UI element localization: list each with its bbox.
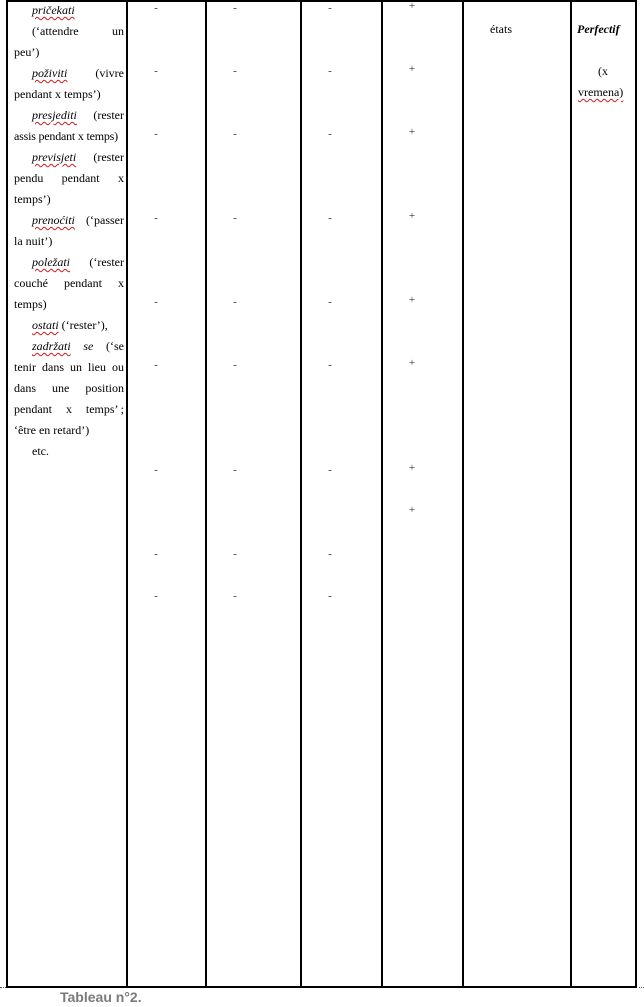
table-caption: Tableau n°2.	[60, 989, 142, 1005]
minus-mark: -	[233, 212, 237, 224]
gloss-line: dans une position	[14, 381, 124, 395]
minus-mark: -	[233, 359, 237, 371]
gloss-line: ‘être en retard’)	[14, 423, 90, 437]
plus-mark: +	[408, 0, 416, 12]
minus-mark: -	[233, 590, 237, 602]
verb-line: zadržati se (‘se	[32, 339, 124, 353]
minus-mark: -	[328, 590, 332, 602]
gloss-line: (‘attendre un	[32, 24, 124, 38]
gloss-line: temps)	[14, 297, 47, 311]
column-divider	[126, 0, 128, 988]
verb-line: poležati (‘rester	[32, 255, 124, 269]
minus-mark: -	[154, 212, 158, 224]
dotted-leader	[0, 986, 6, 988]
gloss-line: pendant x temps’ ;	[14, 402, 124, 416]
minus-mark: -	[328, 296, 332, 308]
minus-mark: -	[328, 359, 332, 371]
minus-mark: -	[328, 464, 332, 476]
plus-mark: +	[408, 357, 416, 369]
plus-mark: +	[408, 126, 416, 138]
plus-mark: +	[408, 504, 416, 516]
plus-mark: +	[408, 294, 416, 306]
minus-mark: -	[233, 65, 237, 77]
states-label: états	[490, 22, 512, 36]
verb-line: poživiti (vivre	[32, 66, 124, 80]
gloss-line: tenir dans un lieu ou	[14, 360, 124, 374]
verbs-column	[14, 0, 124, 462]
verb-line: pričekati	[32, 3, 75, 17]
gloss-line: peu’)	[14, 45, 40, 59]
minus-mark: -	[328, 548, 332, 560]
perfective-label: Perfectif	[577, 22, 620, 36]
minus-mark: -	[154, 2, 158, 14]
gloss-line: temps’)	[14, 192, 51, 206]
gloss-line: assis pendant x temps)	[14, 129, 118, 143]
verb-line: presjediti (rester	[32, 108, 124, 122]
minus-mark: -	[154, 464, 158, 476]
minus-mark: -	[233, 548, 237, 560]
minus-mark: -	[154, 548, 158, 560]
verb-line: prenoćiti (‘passer	[32, 213, 124, 227]
minus-mark: -	[154, 128, 158, 140]
column-divider	[300, 0, 302, 988]
gloss-line: pendant x temps’)	[14, 87, 101, 101]
minus-mark: -	[233, 128, 237, 140]
column-divider	[462, 0, 464, 988]
perfective-note-open: (x	[598, 64, 608, 78]
minus-mark: -	[233, 296, 237, 308]
verb-line: ostati (‘rester’),	[32, 318, 108, 332]
plus-mark: +	[408, 210, 416, 222]
column-divider	[381, 0, 383, 988]
column-divider	[205, 0, 207, 988]
minus-mark: -	[233, 2, 237, 14]
minus-mark: -	[328, 2, 332, 14]
minus-mark: -	[233, 464, 237, 476]
minus-mark: -	[328, 128, 332, 140]
plus-mark: +	[408, 462, 416, 474]
plus-mark: +	[408, 63, 416, 75]
minus-mark: -	[328, 212, 332, 224]
dotted-leader	[639, 986, 644, 988]
minus-mark: -	[154, 590, 158, 602]
minus-mark: -	[328, 65, 332, 77]
gloss-line: la nuit’)	[14, 234, 53, 248]
minus-mark: -	[154, 296, 158, 308]
perfective-note-word: vremena)	[578, 85, 624, 99]
minus-mark: -	[154, 359, 158, 371]
verb-line: previsjeti (rester	[32, 150, 124, 164]
etc-line: etc.	[32, 444, 49, 458]
gloss-line: pendu pendant x	[14, 171, 124, 185]
minus-mark: -	[154, 65, 158, 77]
column-divider	[570, 0, 572, 988]
gloss-line: couché pendant x	[14, 276, 124, 290]
